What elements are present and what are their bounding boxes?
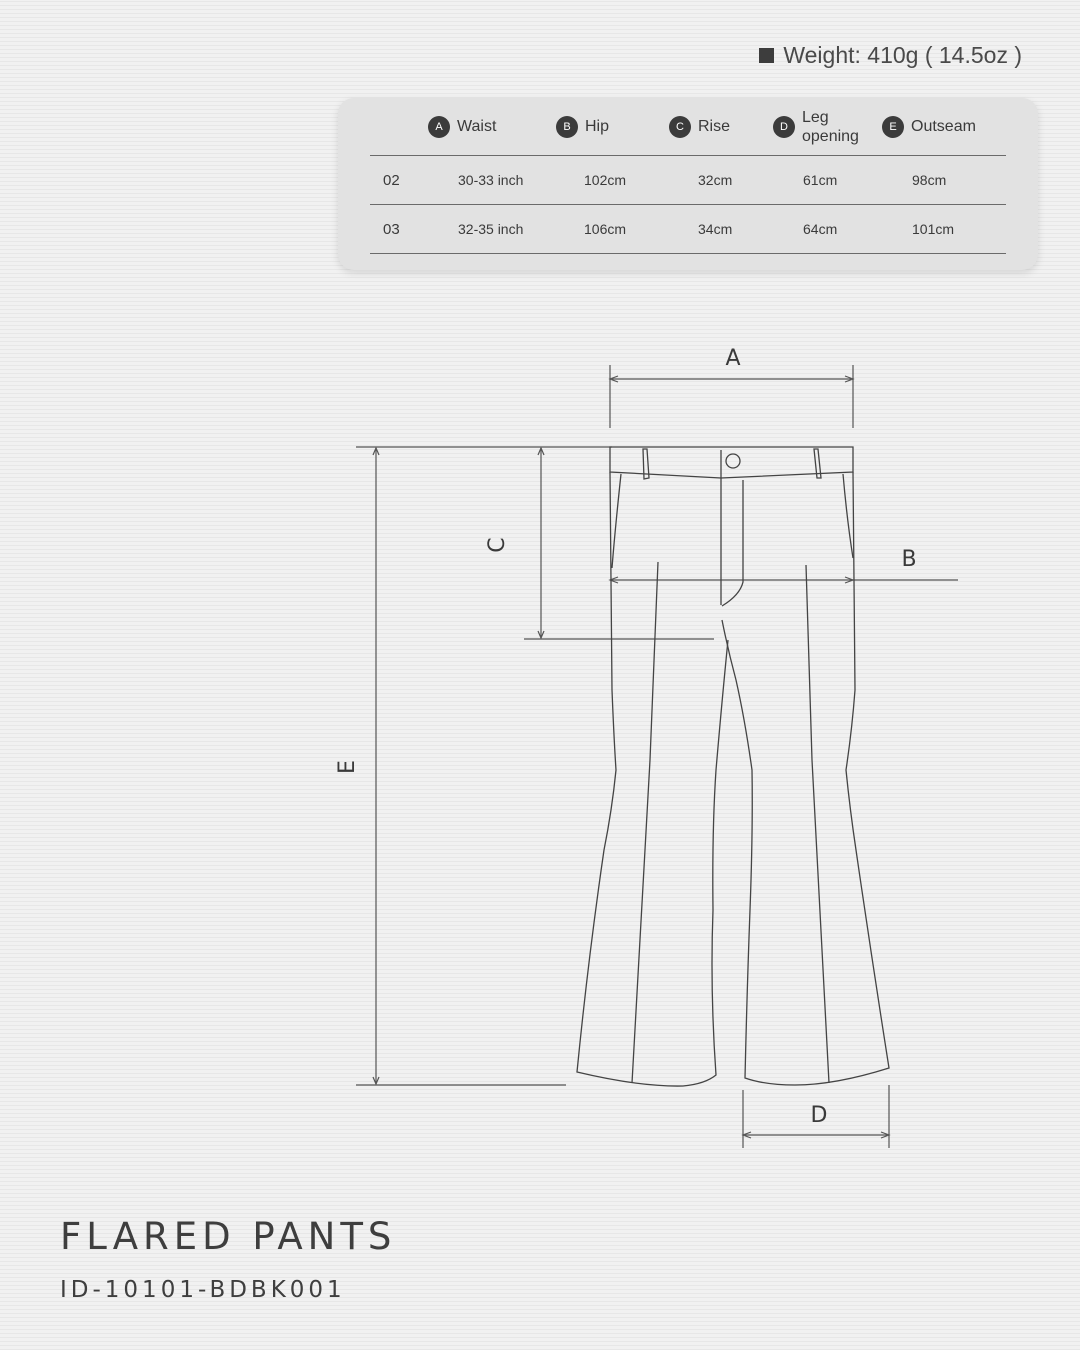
leg-opening-cell: 64cm [803,221,838,237]
dimension-a [610,365,853,428]
header-label-line1: Leg [802,109,829,126]
label-d: D [810,1103,828,1128]
waist-cell: 32-35 inch [458,221,524,237]
header-label: Outseam [911,118,976,135]
label-b: B [901,547,917,572]
dimension-b [610,577,958,583]
label-e: E [335,760,360,774]
pants-outline [577,447,889,1086]
leg-opening-cell: 61cm [803,172,838,188]
hip-cell: 102cm [584,172,627,188]
size-cell: 03 [383,221,400,238]
outseam-cell: 98cm [912,172,947,188]
label-a: A [725,346,741,371]
badge-c-icon: C [669,116,691,138]
header-label-line2: opening [802,128,859,145]
waist-cell: 30-33 inch [458,172,524,188]
product-id: ID-10101-BDBK001 [60,1277,346,1303]
badge-d-icon: D [773,116,795,138]
header-label: Waist [457,118,497,135]
header-label: Hip [585,118,610,135]
rise-cell: 32cm [698,172,733,188]
product-title: FLARED PANTS [60,1215,397,1258]
outseam-cell: 101cm [912,221,955,237]
weight-text: Weight: 410g ( 14.5oz ) [783,42,1022,68]
dimension-e [356,447,566,1085]
size-cell: 02 [383,172,400,189]
rise-cell: 34cm [698,221,733,237]
badge-e-icon: E [882,116,904,138]
badge-b-icon: B [556,116,578,138]
badge-a-icon: A [428,116,450,138]
hip-cell: 106cm [584,221,627,237]
label-c: C [485,537,510,553]
header-label: Rise [698,118,731,135]
